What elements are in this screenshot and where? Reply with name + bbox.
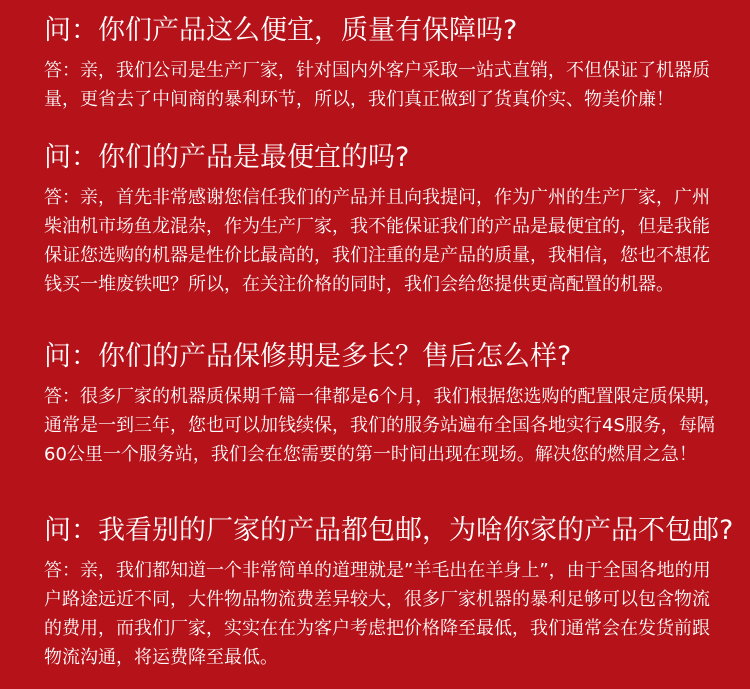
faq-question: 问：你们的产品保修期是多长？售后怎么样? bbox=[44, 341, 572, 372]
faq-item-price-quality bbox=[44, 14, 724, 114]
faq-answer: 答：亲，首先非常感谢您信任我们的产品并且向我提问，作为广州的生产厂家，广州柴油机市场鱼龙混杂，作为生产厂家，我不能保证我们的产品是最便宜的，但是我能保证您选购的机器是性价比最高的，我们注重的是产品的质量，我相信，您也不想花钱买一堆废铁吧？所以，在关注价格的同时，我们会给您提供更高配置的机器。 bbox=[44, 187, 710, 295]
faq-question: 问：你们的产品是最便宜的吗? bbox=[44, 142, 410, 173]
faq-answer: 答：亲，我们都知道一个非常简单的道理就是”羊毛出在羊身上”，由于全国各地的用户路途远近不同，大件物品物流费差异较大，很多厂家机器的暴利足够可以包含物流的费用，而我们厂家，实实在在为客户考虑把价格降至最低，我们通常会在发货前跟物流沟通，将运费降至最低。 bbox=[44, 560, 711, 668]
faq-question: 问：我看别的厂家的产品都包邮，为啥你家的产品不包邮? bbox=[44, 515, 734, 546]
faq-answer: 答：很多厂家的机器质保期千篇一律都是6个月，我们根据您选购的配置限定质保期，通常是一到三年，您也可以加钱续保，我们的服务站遍布全国各地实行4S服务，每隔60公里一个服务站，我们会在您需要的第一时间出现在现场。解决您的燃眉之急！ bbox=[44, 386, 722, 465]
faq-item-shipping bbox=[44, 514, 734, 672]
faq-answer: 答：亲，我们公司是生产厂家，针对国内外客户采取一站式直销，不但保证了机器质量，更省去了中间商的暴利环节，所以，我们真正做到了货真价实、物美价廉！ bbox=[44, 60, 710, 110]
faq-item-cheapest bbox=[44, 141, 724, 299]
faq-item-warranty bbox=[44, 340, 724, 469]
faq-question: 问：你们产品这么便宜，质量有保障吗? bbox=[44, 15, 518, 46]
